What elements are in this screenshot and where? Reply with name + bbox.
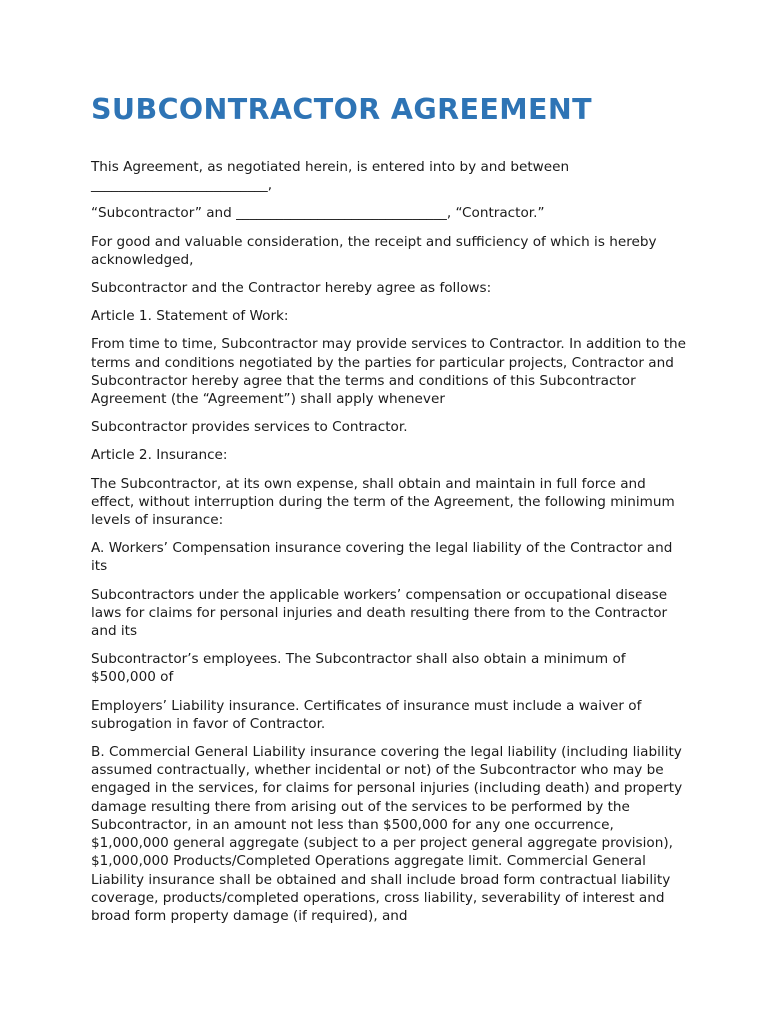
paragraph-statement-of-work: From time to time, Subcontractor may provide services to Contractor. In addition to the terms and conditions negotiated by the parties for particular projects, Contractor and Subcontractor hereby agree that the terms and conditions of this Subcontractor Agreement (the “Agreement”) shall apply whenever — [91, 336, 687, 408]
paragraph-employees: Subcontractor’s employees. The Subcontractor shall also obtain a minimum of $500,000 of — [91, 651, 626, 686]
paragraph-consideration: For good and valuable consideration, the receipt and sufficiency of which is hereby acknowledged, — [91, 233, 657, 268]
paragraph-roles: “Subcontractor” and _______________________________, “Contractor.” — [91, 205, 545, 222]
article-1-heading: Article 1. Statement of Work: — [91, 308, 289, 325]
document-title: SUBCONTRACTOR AGREEMENT — [91, 93, 592, 126]
paragraph-insurance-intro: The Subcontractor, at its own expense, shall obtain and maintain in full force and effect, without interruption during the term of the Agreement, the following minimum levels of insurance: — [91, 475, 675, 529]
document-body — [91, 158, 691, 935]
paragraph-workers-comp: A. Workers’ Compensation insurance covering the legal liability of the Contractor and its — [91, 540, 673, 575]
paragraph-employers-liability: Employers’ Liability insurance. Certificates of insurance must include a waiver of subrogation in favor of Contractor. — [91, 697, 642, 732]
paragraph-agreement: Subcontractor and the Contractor hereby agree as follows: — [91, 280, 492, 297]
paragraph-services: Subcontractor provides services to Contractor. — [91, 419, 408, 436]
paragraph-subcontractors-laws: Subcontractors under the applicable workers’ compensation or occupational disease laws for claims for personal injuries and death resulting there from to the Contractor and its — [91, 586, 668, 640]
paragraph-parties: This Agreement, as negotiated herein, is entered into by and between __________________________, — [91, 159, 570, 194]
article-2-heading: Article 2. Insurance: — [91, 447, 228, 464]
paragraph-general-liability: B. Commercial General Liability insurance covering the legal liability (including liability assumed contractually, whether incidental or not) of the Subcontractor who may be engaged in the services, for claims for personal injuries (including death) and property damage resulting there from arising out of the services to be performed by the Subcontractor, in an amount not less than $500,000 for any one occurrence, $1,000,000 general aggregate (subject to a per project general aggregate provision), $1,000,000 Products/Completed Operations aggregate limit. Commercial General Liability insurance shall be obtained and shall include broad form contractual liability coverage, products/completed operations, cross liability, severability of interest and broad form property damage (if required), and — [91, 744, 683, 924]
